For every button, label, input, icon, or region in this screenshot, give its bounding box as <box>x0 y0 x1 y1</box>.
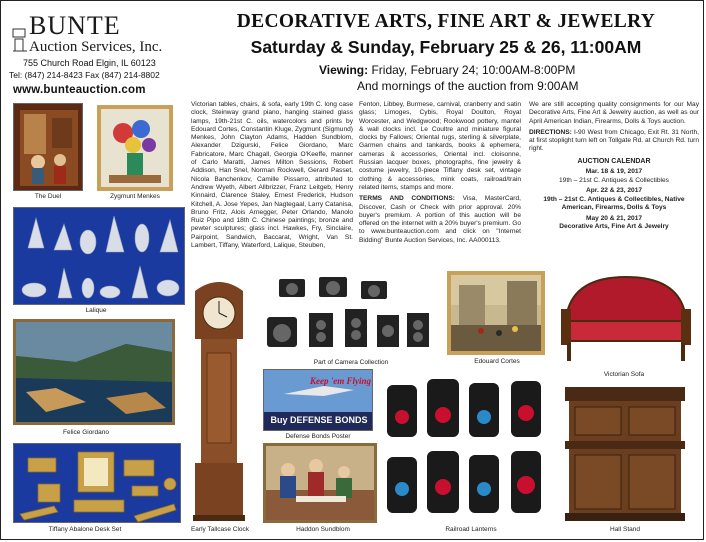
caption-the-duel: The Duel <box>34 193 62 200</box>
caption-sofa: Victorian Sofa <box>603 371 645 378</box>
company-website[interactable]: www.bunteauction.com <box>13 84 146 96</box>
caption-lanterns: Railroad Lanterns <box>445 526 497 533</box>
text-column-3 <box>529 101 699 232</box>
text-column-2 <box>359 101 521 248</box>
text-column-1 <box>191 101 353 253</box>
morning-viewing: And mornings of the auction from 9:00AM <box>357 79 579 93</box>
terms-text: Visa, MasterCard, Discover, Cash or Check with prior approval. 20% buyer's premium. A portion of this auction will be offered on the internet with a 20% buyer's premium. Go to www.bunteauction.com and click on "Internet Bidding" Bunte Auction Services, Inc. AA000113. <box>359 195 522 244</box>
calendar-title: AUCTION CALENDAR <box>577 157 651 165</box>
calendar-item <box>529 187 699 213</box>
glassware-image <box>14 208 185 305</box>
photo-hall-stand <box>561 385 689 523</box>
caption-cameras: Part of Camera Collection <box>313 359 389 366</box>
logo-block <box>7 7 185 99</box>
company-address: 755 Church Road Elgin, IL 60123 <box>23 58 156 68</box>
poster-headline: Keep 'em Flying <box>310 376 371 386</box>
viewing-label: Viewing: <box>319 63 369 77</box>
caption-menkes: Zygmunt Menkes <box>110 193 160 200</box>
poster-banner: Buy DEFENSE BONDS <box>270 415 368 425</box>
caption-defense-poster: Defense Bonds Poster <box>285 433 351 440</box>
directions-paragraph <box>529 129 699 154</box>
interior-painting-image <box>14 104 83 191</box>
caption-tallcase-clock: Early Tallcase Clock <box>190 526 250 533</box>
photo-lanterns <box>381 367 551 523</box>
calendar-item <box>529 168 699 185</box>
items-text-1: Victorian tables, chairs, & sofa, early 19th C. long case clock, Steinway grand piano, hanging stained glass lamps, 19th-21st C. oils, watercolors and prints by Edouard Cortes, Constantin Kluge, Zygmunt (Sigmund) Menkes, John Clayton Adams, Hadden Sundblom, Alexander Dzigurski, Felice Giordano, Marc Fabricatore, Marc Chagall, Georgia O'Keeffe, manner of Carlo Maratti, James Milton Sessions, Robert Addison, Han Snel, Norman Rockwell, Gerard Passet, Nicola Banchenkov, Camille Pissarro, attributed to Andrew Wyeth, Albert Allbrizzer, Franz Leitgeb, Henry Kinnaird, Clarence Staley, Ernest Frederick, Hudson Kitchell, A. Jose Yepes, Jan Nagtegaal, Larry Catanisa, Bruno Fritz, Alois Arnegger, Peter Orlando, Manolo Ruiz Pipo and 18th C. Chinese paintings; bronze and pewter sculptures; glass incl. Hawkes, Fry, Sinclaire, Pairpoint, Sandwich, Baccarat, Wright, Van St. Lambert, Tiffany, Waterford, Lalique, Steuben, <box>191 101 353 250</box>
calendar-desc: 19th – 21st C. Antiques & Collectibles, Native American, Firearms, Dolls & Toys <box>543 195 685 212</box>
camera-collection-image <box>261 273 433 357</box>
calendar-desc: 19th – 21st C. Antiques & Collectibles <box>559 176 669 184</box>
photo-desk-set <box>13 443 181 523</box>
desk-set-image <box>14 444 181 523</box>
photo-giordano <box>13 319 175 425</box>
victorian-sofa-image <box>557 269 695 369</box>
floral-painting-image <box>101 109 169 187</box>
terms-label: TERMS AND CONDITIONS: <box>359 195 455 203</box>
gavel-icon <box>11 27 29 53</box>
directions-text: I-90 West from Chicago, Exit Rt. 31 North, at first stoplight turn left on Tollgate Rd. at Church Rd. turn right. <box>529 128 699 153</box>
photo-cortes <box>447 271 545 355</box>
calendar-date: May 20 & 21, 2017 <box>585 214 643 222</box>
photo-defense-poster <box>263 369 373 431</box>
consignment-text: We are still accepting quality consignments for our May Decorative Arts, Fine Art & Jewelry auction, as well as our April American Indian, Firearms, Dolls & Toys auction. <box>529 101 699 125</box>
items-text-2: Fenton, Libbey, Burmese, carnival, cranberry and satin glass; Limoges, Cybis, Royal Doulton, Royal Worcester, and Wedgwood; Rookwood pottery, mantel & wall clocks incl. Le Coultre and miniature figural clocks by Fallows; Oriental rugs, sterling & silverplate, Garmen chains and tankards, books & ephemera, cameras & accessories, Oriental incl. cloisonne, Russian lacquer boxes, photographs, fine jewelry & costume jewelry, 10-piece Tiffany desk set, vintage clothing & accessories, mink coats, railroad/train related items, stamps and more. <box>359 101 521 191</box>
caption-giordano: Felice Giordano <box>63 429 109 436</box>
auction-dates: Saturday & Sunday, February 25 & 26, 11:00AM <box>250 37 642 57</box>
directions-label: DIRECTIONS: <box>529 128 572 136</box>
family-painting-image <box>266 446 374 520</box>
page-title: DECORATIVE ARTS, FINE ART & JEWELRY <box>236 11 656 32</box>
caption-sundblom: Haddon Sundblom <box>296 526 350 533</box>
hall-stand-image <box>561 385 689 523</box>
caption-desk-set: Tiffany Abalone Desk Set <box>48 526 122 533</box>
photo-sofa <box>557 269 695 369</box>
street-scene-image <box>451 275 541 351</box>
calendar-item <box>529 215 699 232</box>
photo-sundblom <box>263 443 377 523</box>
company-phone: Tel: (847) 214-8423 Fax (847) 214-8802 <box>9 70 160 80</box>
photo-lalique <box>13 207 185 305</box>
tallcase-clock-image <box>189 273 249 523</box>
calendar-desc: Decorative Arts, Fine Art & Jewelry <box>559 223 669 231</box>
viewing-times <box>319 63 575 77</box>
photo-menkes <box>97 105 173 191</box>
railroad-lanterns-image <box>381 367 551 523</box>
terms-paragraph <box>359 195 521 245</box>
calendar-date: Apr. 22 & 23, 2017 <box>585 187 643 195</box>
photo-the-duel <box>13 103 83 191</box>
caption-lalique: Lalique <box>85 307 107 314</box>
logo-subtitle: Auction Services, Inc. <box>29 39 163 55</box>
coastal-painting-image <box>16 322 172 422</box>
calendar-date: Mar. 18 & 19, 2017 <box>585 168 643 176</box>
caption-cortes: Edouard Cortes <box>474 358 520 365</box>
photo-tallcase-clock <box>189 273 249 523</box>
photo-cameras <box>261 273 433 357</box>
caption-hall-stand: Hall Stand <box>610 526 640 533</box>
logo-name: BUNTE <box>29 11 121 40</box>
viewing-text: Friday, February 24; 10:00AM-8:00PM <box>368 63 576 77</box>
